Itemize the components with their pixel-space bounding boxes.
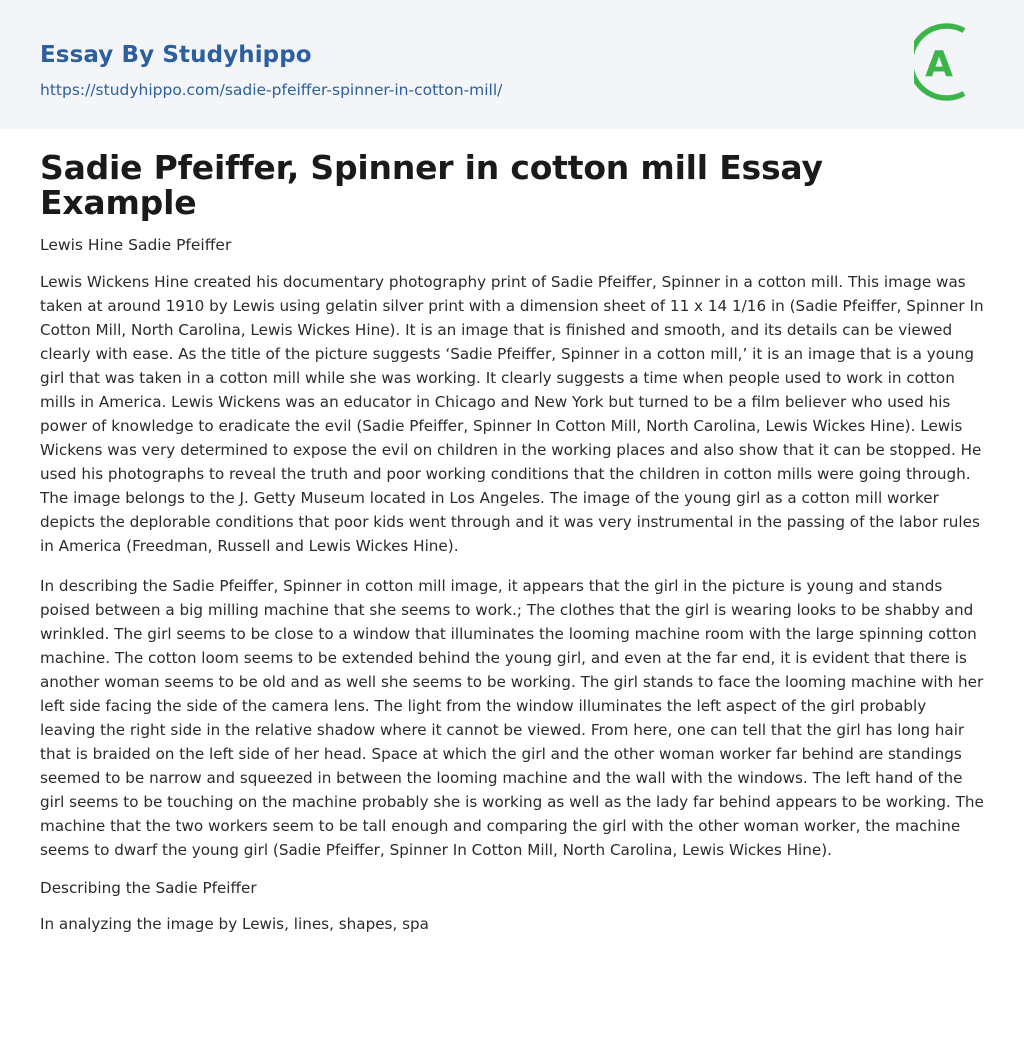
article-url-link[interactable]: https://studyhippo.com/sadie-pfeiffer-spinner-in-cotton-mill/ xyxy=(40,81,503,99)
studyhippo-logo-icon[interactable] xyxy=(914,20,986,104)
logo-letter: A xyxy=(925,44,953,85)
article-paragraph-1: Lewis Wickens Hine created his documentary photography print of Sadie Pfeiffer, Spinner in a cotton mill. This image was taken at around 1910 by Lewis using gelatin silver print with a dimension sheet of 11 x 14 1/16 in (Sadie Pfeiffer, Spinner In Cotton Mill, North Carolina, Lewis Wickes Hine). It is an image that is finished and smooth, and its details can be viewed clearly with ease. As the title of the picture suggests ‘Sadie Pfeiffer, Spinner in a cotton mill,’ it is an image that is a young girl that was taken in a cotton mill while she was working. It clearly suggests a time when people used to work in cotton mills in America. Lewis Wickens was an educator in Chicago and New York but turned to be a film believer who used his power of knowledge to eradicate the evil (Sadie Pfeiffer, Spinner In Cotton Mill, North Carolina, Lewis Wickes Hine). Lewis Wickens was very determined to expose the evil on children in the working places and also show that it can be stopped. He used his photographs to reveal the truth and poor working conditions that the children in cotton mills were going through. The image belongs to the J. Getty Museum located in Los Angeles. The image of the young girl as a cotton mill worker depicts the deplorable conditions that poor kids went through and it was very instrumental in the passing of the labor rules in America (Freedman, Russell and Lewis Wickes Hine). xyxy=(40,273,984,555)
site-brand[interactable]: Essay By Studyhippo xyxy=(40,42,312,68)
article-title: Sadie Pfeiffer, Spinner in cotton mill Essay Example xyxy=(40,148,823,222)
truncated-paragraph: In analyzing the image by Lewis, lines, shapes, spa xyxy=(40,915,429,933)
article-subtitle: Lewis Hine Sadie Pfeiffer xyxy=(40,236,232,254)
section-heading: Describing the Sadie Pfeiffer xyxy=(40,879,257,897)
article-paragraph-2: In describing the Sadie Pfeiffer, Spinner in cotton mill image, it appears that the girl in the picture is young and stands poised between a big milling machine that she seems to work.; The clothes that the girl is wearing looks to be shabby and wrinkled. The girl seems to be close to a window that illuminates the looming machine room with the large spinning cotton machine. The cotton loom seems to be extended behind the young girl, and even at the far end, it is evident that there is another woman seems to be old and as well she seems to be working. The girl stands to face the looming machine with her left side facing the side of the camera lens. The light from the window illuminates the left aspect of the girl probably leaving the right side in the relative shadow where it cannot be viewed. From here, one can tell that the girl has long hair that is braided on the left side of her head. Space at which the girl and the other woman worker far behind are standings seemed to be narrow and squeezed in between the looming machine and the wall with the windows. The left hand of the girl seems to be touching on the machine probably she is working as well as the lady far behind appears to be working. The machine that the two workers seem to be tall enough and comparing the girl with the other woman worker, the machine seems to dwarf the young girl (Sadie Pfeiffer, Spinner In Cotton Mill, North Carolina, Lewis Wickes Hine). xyxy=(40,577,984,859)
site-header xyxy=(0,0,1024,129)
article-content xyxy=(0,150,1024,934)
